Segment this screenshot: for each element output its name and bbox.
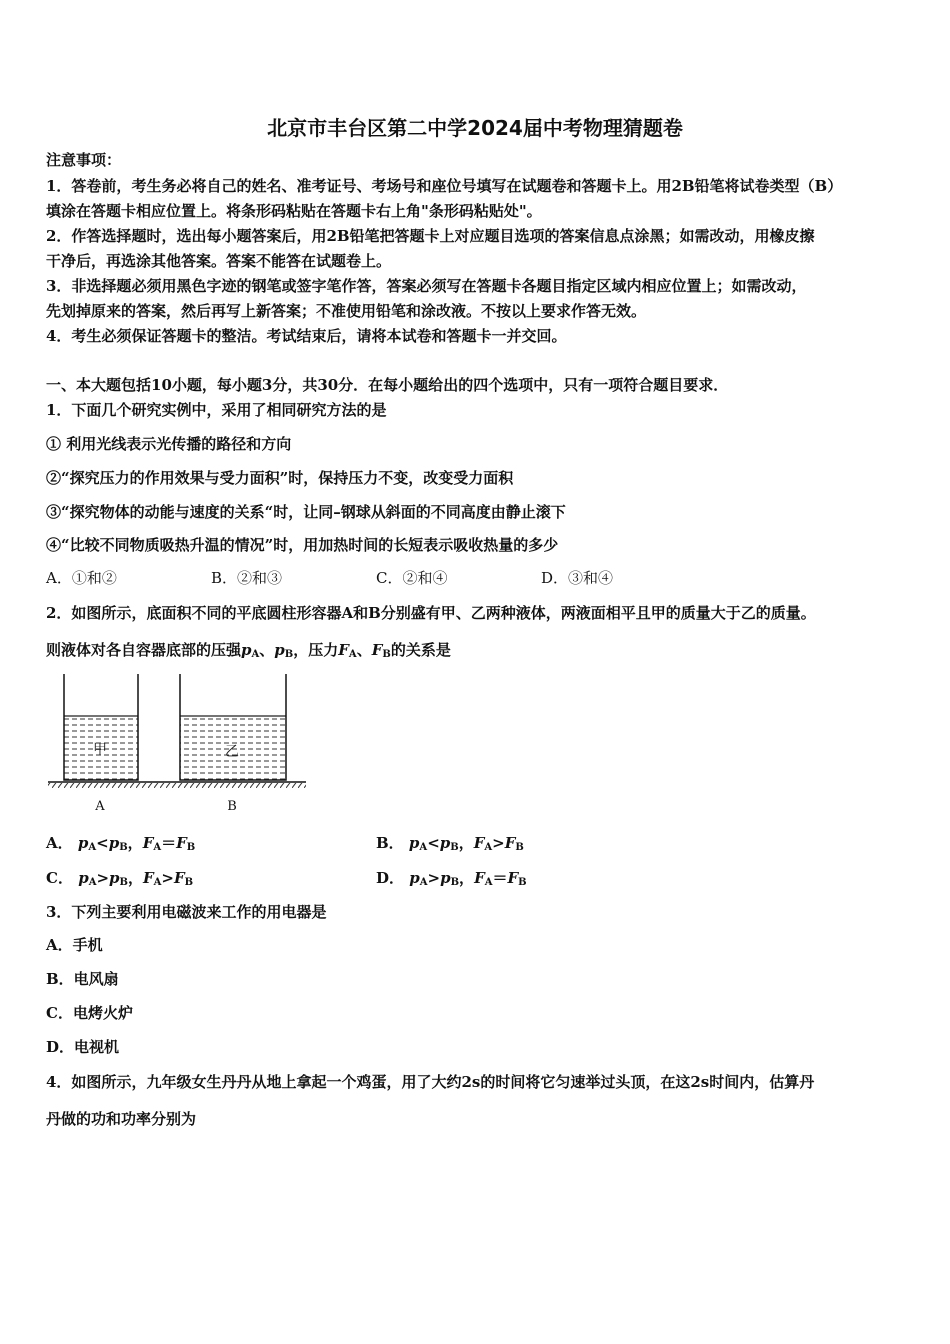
container-b-label: B [227, 799, 237, 814]
notice-line: 2．作答选择题时，选出每小题答案后，用2B铅笔把答题卡上对应题目选项的答案信息点涂黑；如需改动，用橡皮擦 [46, 227, 815, 245]
q4-stem-line2: 丹做的功和功率分别为 [46, 1110, 197, 1128]
section-heading: 一、本大题包括10小题，每小题3分，共30分．在每小题给出的四个选项中，只有一项符合题目要求． [46, 376, 729, 394]
q3-option-b: B．电风扇 [46, 970, 119, 988]
notice-heading: 注意事项： [46, 151, 122, 169]
containers-figure [40, 668, 310, 818]
liquid-b-label: 乙 [225, 744, 239, 760]
q2-option-d: D． $p_A>p_B$，$F_A=F_B$ [376, 869, 527, 888]
notice-line: 3．非选择题必须用黑色字迹的钢笔或签字笔作答，答案必须写在答题卡各题目指定区域内相应位置上；如需改动， [46, 277, 807, 295]
q4-stem-line1: 4．如图所示，九年级女生丹丹从地上拿起一个鸡蛋，用了大约2s的时间将它匀速举过头顶，在这2s时间内，估算丹 [46, 1073, 815, 1091]
q1-item: ②“探究压力的作用效果与受力面积”时，保持压力不变，改变受力面积 [46, 469, 514, 487]
q1-option-b: B．②和③ [211, 569, 283, 587]
notice-line: 填涂在答题卡相应位置上。将条形码粘贴在答题卡右上角"条形码粘贴处"。 [46, 202, 542, 220]
container-a-label: A [95, 799, 105, 814]
q1-item: ③“探究物体的动能与速度的关系“时，让同–钢球从斜面的不同高度由静止滚下 [46, 503, 566, 521]
q1-option-a: A．①和② [46, 569, 117, 587]
page-title: 北京市丰台区第二中学2024届中考物理猜题卷 [267, 116, 683, 140]
q1-option-d: D．③和④ [541, 569, 614, 587]
q3-stem: 3．下列主要利用电磁波来工作的用电器是 [46, 903, 327, 921]
q1-item: ① 利用光线表示光传播的路径和方向 [46, 435, 292, 453]
q1-item: ④“比较不同物质吸热升温的情况”时，用加热时间的长短表示吸收热量的多少 [46, 536, 559, 554]
q2-option-a: A． $p_A<p_B$，$F_A=F_B$ [46, 834, 196, 853]
q3-option-d: D．电视机 [46, 1038, 120, 1056]
q1-option-c: C．②和④ [376, 569, 448, 587]
notice-line: 先划掉原来的答案，然后再写上新答案；不准使用铅笔和涂改液。不按以上要求作答无效。 [46, 302, 647, 320]
q2-option-c: C． $p_A>p_B$，$F_A>F_B$ [46, 869, 194, 888]
notice-line: 干净后，再选涂其他答案。答案不能答在试题卷上。 [46, 252, 392, 270]
q2-stem-line2: 则液体对各自容器底部的压强$p_A$、$p_B$，压力$F_A$、$F_B$的关系是 [46, 641, 451, 660]
notice-line: 1．答卷前，考生务必将自己的姓名、准考证号、考场号和座位号填写在试题卷和答题卡上。用2B铅笔将试卷类型（B） [46, 177, 843, 195]
ground-hatch [48, 783, 306, 788]
q2-stem-line1: 2．如图所示，底面积不同的平底圆柱形容器A和B分别盛有甲、乙两种液体，两液面相平且甲的质量大于乙的质量。 [46, 604, 816, 622]
q3-option-a: A．手机 [46, 936, 103, 954]
notice-line: 4．考生必须保证答题卡的整洁。考试结束后，请将本试卷和答题卡一并交回。 [46, 327, 567, 345]
q3-option-c: C．电烤火炉 [46, 1004, 133, 1022]
q2-option-b: B． $p_A<p_B$，$F_A>F_B$ [376, 834, 524, 853]
liquid-a-label: 甲 [93, 742, 107, 758]
q1-stem: 1．下面几个研究实例中，采用了相同研究方法的是 [46, 401, 387, 419]
